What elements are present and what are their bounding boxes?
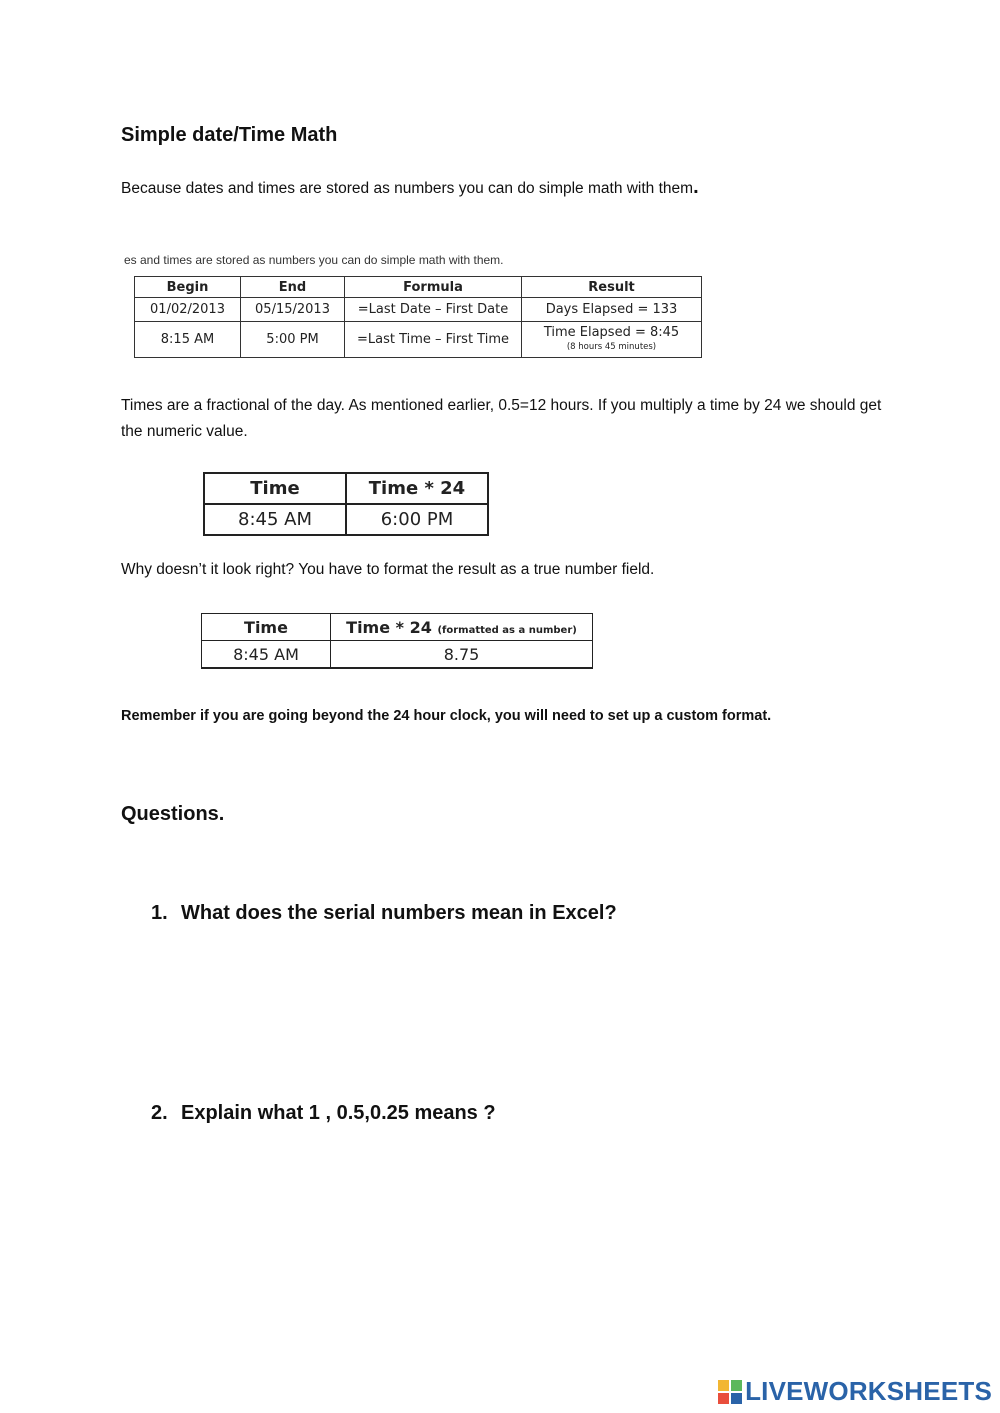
time-multiply-table (203, 472, 489, 536)
format-paragraph: Why doesn’t it look right? You have to format the result as a true number field. (121, 561, 655, 578)
table-cell: 5:00 PM (241, 322, 345, 358)
table-cell: 8.75 (331, 641, 593, 669)
table-cell: 01/02/2013 (135, 298, 241, 322)
logo-square (731, 1393, 742, 1404)
table-header: End (241, 277, 345, 298)
table-header: Begin (135, 277, 241, 298)
logo-square (718, 1393, 729, 1404)
questions-heading: Questions. (121, 803, 225, 825)
table-cell: 8:45 AM (202, 641, 331, 669)
fraction-paragraph: Times are a fractional of the day. As mentioned earlier, 0.5=12 hours. If you multiply a time by 24 we should get the numeric value. (121, 397, 882, 440)
question-1 (151, 902, 617, 925)
table-header: Result (522, 277, 702, 298)
table-cell: 05/15/2013 (241, 298, 345, 322)
page-title: Simple date/Time Math (121, 124, 338, 146)
table-header-formatted (331, 614, 593, 641)
table-row (204, 504, 488, 535)
cropped-text-line (124, 253, 604, 268)
intro-paragraph (121, 176, 699, 199)
table-cell: =Last Date – First Date (345, 298, 522, 322)
table-cell: 8:15 AM (135, 322, 241, 358)
header-note: (formatted as a number) (437, 624, 577, 636)
table-header-row (202, 614, 593, 641)
question-number: 2. (151, 1102, 168, 1124)
logo-square (731, 1380, 742, 1391)
result-note: (8 hours 45 minutes) (566, 341, 657, 352)
table-row (135, 298, 702, 322)
table-header: Time * 24 (346, 473, 488, 504)
table-cell: 8:45 AM (204, 504, 346, 535)
logo-icon (718, 1380, 742, 1404)
table-header-row (135, 277, 702, 298)
intro-text: Because dates and times are stored as numbers you can do simple math with them (121, 180, 694, 197)
logo-square (718, 1380, 729, 1391)
table-header-row (204, 473, 488, 504)
question-text: What does the serial numbers mean in Excel? (181, 902, 617, 924)
question-2 (151, 1102, 496, 1125)
header-text: Time * 24 (346, 617, 432, 637)
table-cell: Days Elapsed = 133 (522, 298, 702, 322)
table-header: Time (204, 473, 346, 504)
formatted-time-table (201, 613, 593, 669)
table-header: Formula (345, 277, 522, 298)
table-row (135, 322, 702, 358)
question-text: Explain what 1 , 0.5,0.25 means ? (181, 1102, 496, 1124)
table-header: Time (202, 614, 331, 641)
table-cell: 6:00 PM (346, 504, 488, 535)
table-row (202, 641, 593, 669)
remember-note: Remember if you are going beyond the 24 hour clock, you will need to set up a custom format. (121, 708, 772, 724)
intro-period: . (693, 176, 699, 198)
cropped-text: es and times are stored as numbers you can do simple math with them. (124, 253, 504, 267)
date-math-table (134, 276, 702, 358)
result-text: Time Elapsed = 8:45 (543, 324, 680, 340)
table-cell: =Last Time – First Time (345, 322, 522, 358)
table-cell-result (522, 322, 702, 358)
question-number: 1. (151, 902, 168, 924)
liveworksheets-logo (718, 1376, 992, 1407)
logo-text: LIVEWORKSHEETS (745, 1376, 992, 1406)
